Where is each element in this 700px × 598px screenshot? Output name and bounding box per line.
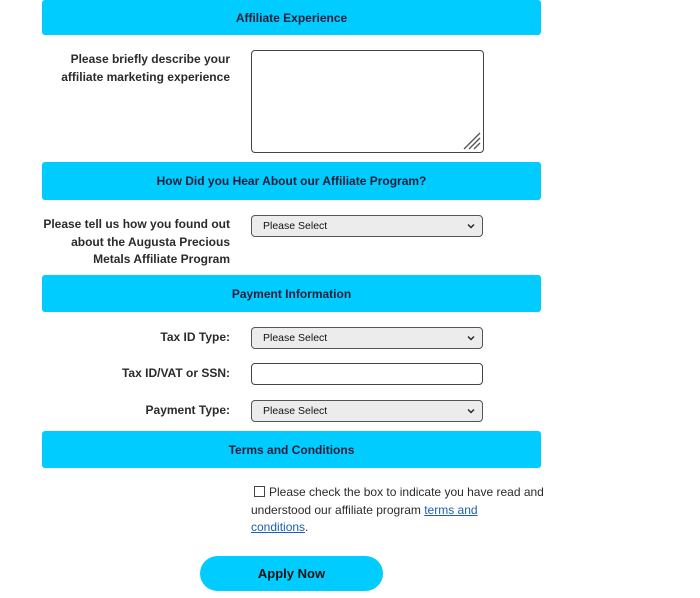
chevron-down-icon <box>466 406 476 416</box>
section-title: Terms and Conditions <box>228 442 355 457</box>
payment-type-label: Payment Type: <box>145 403 230 417</box>
experience-textarea[interactable] <box>251 50 484 153</box>
tax-id-type-select[interactable]: Please Select <box>251 327 483 349</box>
experience-label: Please briefly describe your affiliate marketing experience <box>61 52 230 84</box>
terms-agreement: Please check the box to indicate you have read and understood our affiliate program terms and conditions. <box>251 485 544 534</box>
terms-link-continued[interactable]: conditions <box>251 520 306 534</box>
found-label: Please tell us how you found out about the Augusta Precious Metals Affiliate Program <box>43 217 230 266</box>
terms-checkbox[interactable] <box>254 486 265 497</box>
payment-type-select[interactable]: Please Select <box>251 400 483 422</box>
found-select[interactable]: Please Select <box>251 215 483 237</box>
chevron-down-icon <box>466 221 476 231</box>
section-header-how-did-you-hear <box>42 162 541 200</box>
tax-id-label: Tax ID/VAT or SSN: <box>121 366 230 380</box>
apply-now-button[interactable]: Apply Now <box>200 556 383 591</box>
resize-grip-icon[interactable] <box>461 130 481 150</box>
chevron-down-icon <box>466 333 476 343</box>
section-header-affiliate-experience <box>42 0 541 35</box>
section-title: How Did you Hear About our Affiliate Program? <box>156 174 427 188</box>
section-header-terms-and-conditions <box>42 431 541 468</box>
section-title: Affiliate Experience <box>235 10 348 25</box>
section-header-payment-information <box>42 275 541 312</box>
section-title: Payment Information <box>231 286 352 301</box>
tax-id-type-label: Tax ID Type: <box>160 330 230 344</box>
terms-link[interactable]: terms and <box>424 502 478 517</box>
tax-id-input[interactable] <box>251 363 483 385</box>
